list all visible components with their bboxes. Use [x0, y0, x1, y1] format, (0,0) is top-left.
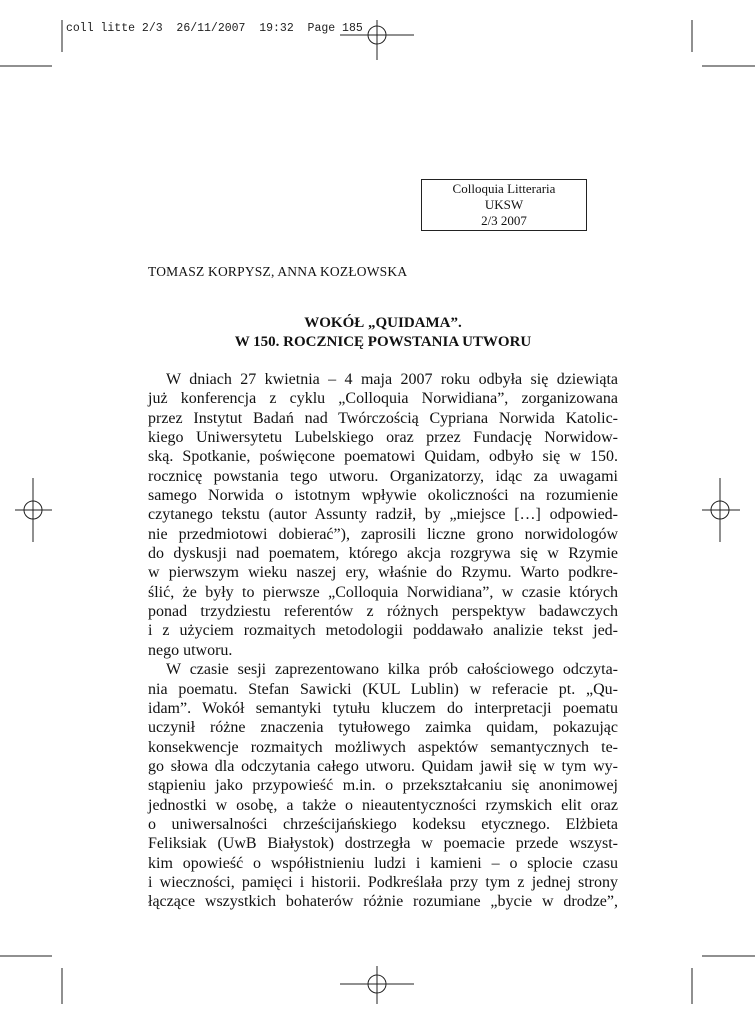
body-line: do dyskusji nad poematem, którego akcja rozgrywa się w Rzymie	[148, 545, 618, 563]
registration-mark-bottom	[340, 966, 414, 1004]
body-line: nie przedmiotowi dobierać”), zaprosili liczne grono norwidologów	[148, 525, 618, 543]
body-line: już konferencja z cyklu „Colloquia Norwidiana”, zorganizowana	[148, 390, 618, 408]
journal-name: Colloquia Litteraria	[452, 181, 556, 196]
article-title	[148, 314, 618, 352]
registration-mark-right	[702, 478, 740, 542]
body-line: ślić, że były to pierwsze „Colloquia Norwidiana”, w czasie których	[148, 583, 618, 601]
body-line: stąpieniu jako przypowieść m.in. o przekształcaniu się anonimowej	[148, 777, 618, 795]
body-line: nego utworu.	[148, 641, 233, 659]
body-line: idam”. Wokół semantyki tytułu kluczem do interpretacji poematu	[148, 699, 618, 717]
print-slug: coll litte 2/3 26/11/2007 19:32 Page 185	[66, 22, 363, 35]
body-line: kiego Uniwersytetu Lubelskiego oraz przez Fundację Norwidow-	[148, 429, 618, 447]
body-line: samego Norwida o istotnym wpływie okoliczności na rozumienie	[148, 487, 618, 505]
body-line: w pierwszym wieku naszej ery, właśnie do Rzymu. Warto podkre-	[148, 564, 618, 582]
body-line: o uniwersalności chrześcijańskiego kodeksu etycznego. Elżbieta	[148, 815, 618, 833]
body-line: uczynił różne znaczenia tytułowego zaimka quidam, pokazując	[148, 719, 618, 737]
journal-publisher: UKSW	[484, 197, 524, 212]
body-line: przez Instytut Badań nad Twórczością Cypriana Norwida Katolic-	[148, 409, 618, 427]
registration-mark-top	[340, 20, 414, 60]
body-line: jednostki w osobę, a także o nieautentyczności rzymskich elit oraz	[148, 796, 618, 814]
body-line: i z użyciem rozmaitych metodologii poddawało analizie tekst jed-	[148, 622, 618, 640]
body-line: czytanego tekstu (autor Assunty radził, by „miejsce […] odpowied-	[148, 506, 618, 524]
article-body	[148, 370, 618, 912]
registration-mark-left	[15, 478, 52, 542]
article-title-line-1: WOKÓŁ „QUIDAMA”.	[304, 315, 462, 331]
article-authors: TOMASZ KORPYSZ, ANNA KOZŁOWSKA	[148, 264, 408, 279]
body-line: rocznicę powstania tego utworu. Organizatorzy, idąc za uwagami	[148, 467, 618, 485]
body-line: łączące wszystkich bohaterów różnie rozumiane „bycie w drodze”,	[148, 893, 618, 911]
body-line: ską. Spotkanie, poświęcone poematowi Quidam, odbyło się w 150.	[148, 448, 618, 466]
body-line: Feliksiak (UwB Białystok) dostrzegła w poemacie przede wszyst-	[148, 835, 618, 853]
journal-issue: 2/3 2007	[481, 213, 527, 228]
body-line: ponad trzydziestu referentów z różnych perspektyw badawczych	[148, 603, 618, 621]
body-line: W czasie sesji zaprezentowano kilka prób całościowego odczyta-	[166, 661, 618, 679]
article-title-line-2: W 150. ROCZNICĘ POWSTANIA UTWORU	[234, 334, 532, 350]
body-line: nia poematu. Stefan Sawicki (KUL Lublin) w referacie pt. „Qu-	[148, 680, 618, 698]
body-line: kim opowieść o współistnieniu ludzi i kamieni – o splocie czasu	[148, 854, 618, 872]
journal-info-box	[421, 179, 587, 231]
body-line: W dniach 27 kwietnia – 4 maja 2007 roku odbyła się dziewiąta	[166, 371, 618, 388]
body-line: i wieczności, pamięci i historii. Podkreślała przy tym z jednej strony	[148, 873, 618, 891]
body-line: go słowa dla odczytania całego utworu. Quidam jawił się w tym wy-	[148, 757, 618, 775]
body-line: konsekwencje rozmaitych możliwych aspektów semantycznych te-	[148, 738, 618, 756]
